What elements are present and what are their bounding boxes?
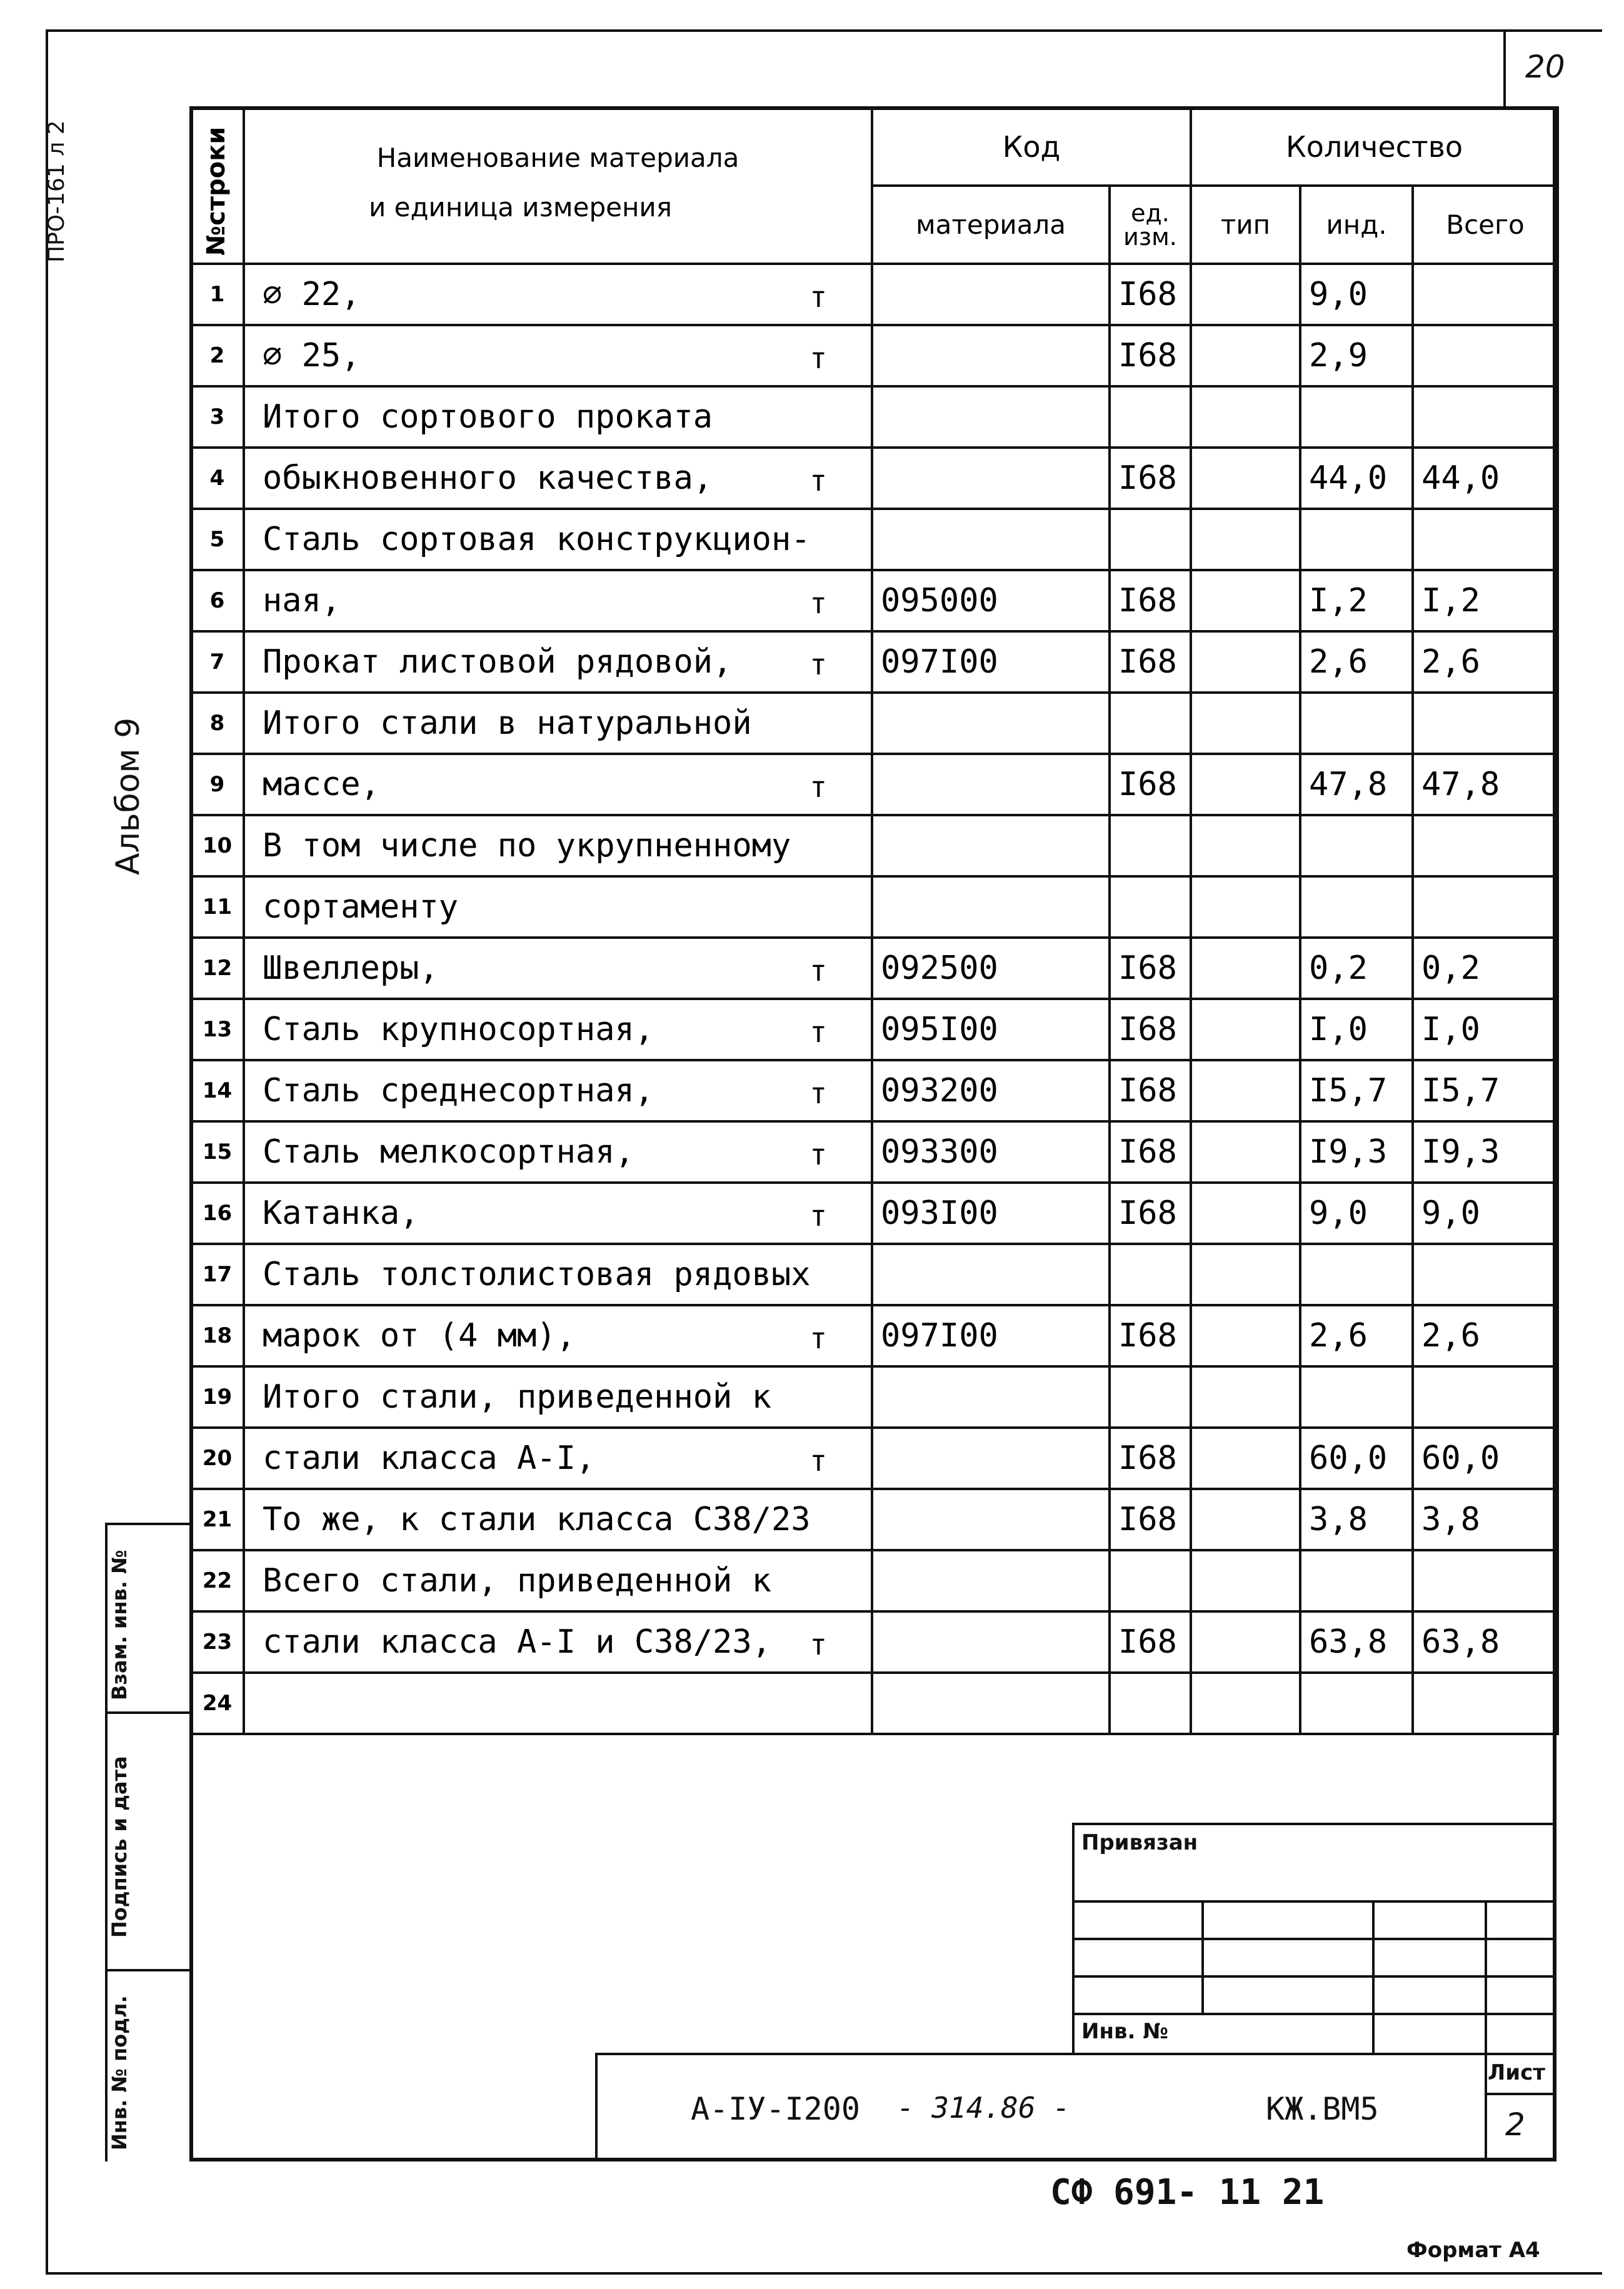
table-row	[191, 1305, 1558, 1366]
material-code: 095000	[872, 570, 1110, 631]
row-number: 14	[191, 1060, 244, 1121]
qty-ind: 2,6	[1300, 631, 1413, 693]
table-row	[191, 1121, 1558, 1183]
row-number: 20	[191, 1428, 244, 1489]
qty-type	[1191, 999, 1300, 1060]
unit-label: т	[809, 1321, 827, 1355]
inv-no-label: Инв. №	[1081, 2019, 1169, 2044]
material-code	[872, 1244, 1110, 1305]
table-row	[191, 938, 1558, 999]
table-row	[191, 1489, 1558, 1550]
doc-code-a: А-IУ-I200	[691, 2091, 860, 2127]
qty-type	[1191, 448, 1300, 509]
material-name-text: Сталь крупносортная,	[263, 1011, 654, 1048]
material-name-text: ⌀ 25,	[263, 337, 361, 374]
row-number: 12	[191, 938, 244, 999]
row-number: 16	[191, 1183, 244, 1244]
qty-total	[1413, 1673, 1558, 1734]
qty-ind: 9,0	[1300, 264, 1413, 325]
row-number: 17	[191, 1244, 244, 1305]
table-row	[191, 325, 1558, 386]
unit-label: т	[809, 1628, 827, 1661]
unit-code: I68	[1110, 1121, 1191, 1183]
row-number: 18	[191, 1305, 244, 1366]
qty-ind: 63,8	[1300, 1611, 1413, 1673]
row-number: 5	[191, 509, 244, 570]
qty-total: 44,0	[1413, 448, 1558, 509]
privyazan-line1	[1072, 1900, 1556, 1903]
qty-ind: 3,8	[1300, 1489, 1413, 1550]
unit-code	[1110, 1673, 1191, 1734]
table-row	[191, 693, 1558, 754]
unit-label: т	[809, 770, 827, 804]
title-list-divider	[1485, 2053, 1487, 2161]
material-name-text: Швеллеры,	[263, 949, 439, 987]
unit-code: I68	[1110, 1305, 1191, 1366]
unit-code: I68	[1110, 1428, 1191, 1489]
row-number: 8	[191, 693, 244, 754]
table-row	[191, 999, 1558, 1060]
material-name-text: массе,	[263, 766, 380, 803]
qty-ind	[1300, 815, 1413, 876]
qty-type	[1191, 876, 1300, 938]
qty-type	[1191, 1183, 1300, 1244]
material-code	[872, 1366, 1110, 1428]
row-number: 6	[191, 570, 244, 631]
qty-total: 60,0	[1413, 1428, 1558, 1489]
qty-ind: 0,2	[1300, 938, 1413, 999]
row-number: 23	[191, 1611, 244, 1673]
material-name-text: Сталь сортовая конструкцион-	[263, 521, 811, 558]
unit-code	[1110, 1550, 1191, 1611]
material-name	[244, 1183, 872, 1244]
table-row	[191, 264, 1558, 325]
unit-label: т	[809, 1076, 827, 1110]
top-right-divider	[1503, 29, 1506, 108]
unit-label: т	[809, 1444, 827, 1478]
title-list-line	[1485, 2093, 1556, 2095]
qty-type	[1191, 815, 1300, 876]
material-code	[872, 1673, 1110, 1734]
material-name	[244, 631, 872, 693]
qty-ind	[1300, 693, 1413, 754]
qty-total: 0,2	[1413, 938, 1558, 999]
qty-type	[1191, 1366, 1300, 1428]
qty-total	[1413, 325, 1558, 386]
unit-code: I68	[1110, 1611, 1191, 1673]
unit-label: т	[809, 954, 827, 988]
unit-label: т	[809, 648, 827, 681]
qty-type	[1191, 1305, 1300, 1366]
album-label: Альбом 9	[109, 717, 147, 875]
material-name-text: стали класса А-I,	[263, 1440, 596, 1477]
qty-total	[1413, 1366, 1558, 1428]
material-code	[872, 876, 1110, 938]
material-code	[872, 1550, 1110, 1611]
material-name	[244, 1673, 872, 1734]
qty-total: I9,3	[1413, 1121, 1558, 1183]
material-name-text: ная,	[263, 582, 341, 619]
table-row	[191, 815, 1558, 876]
qty-type	[1191, 1121, 1300, 1183]
material-name	[244, 815, 872, 876]
table-row	[191, 876, 1558, 938]
qty-type	[1191, 631, 1300, 693]
header-code-material: материала	[872, 186, 1110, 264]
table-row	[191, 1428, 1558, 1489]
page-number: 20	[1525, 49, 1565, 85]
qty-total: 2,6	[1413, 1305, 1558, 1366]
unit-code	[1110, 509, 1191, 570]
header-qty-total: Всего	[1413, 186, 1558, 264]
row-number: 3	[191, 386, 244, 448]
qty-type	[1191, 1489, 1300, 1550]
stamp-left-div1	[105, 1711, 192, 1714]
qty-total	[1413, 1550, 1558, 1611]
qty-type	[1191, 264, 1300, 325]
table-row	[191, 448, 1558, 509]
qty-total: 47,8	[1413, 754, 1558, 815]
qty-ind: 2,6	[1300, 1305, 1413, 1366]
qty-total	[1413, 264, 1558, 325]
unit-code: I68	[1110, 1489, 1191, 1550]
unit-code: I68	[1110, 448, 1191, 509]
header-qty-type: тип	[1191, 186, 1300, 264]
material-name-text: Итого стали, приведенной к	[263, 1378, 771, 1416]
qty-ind	[1300, 1366, 1413, 1428]
qty-total	[1413, 693, 1558, 754]
unit-code: I68	[1110, 325, 1191, 386]
material-name-text: обыкновенного качества,	[263, 459, 713, 497]
material-name	[244, 1611, 872, 1673]
material-name-text: Катанка,	[263, 1195, 419, 1232]
qty-type	[1191, 509, 1300, 570]
material-code: 095I00	[872, 999, 1110, 1060]
qty-total	[1413, 815, 1558, 876]
material-name	[244, 1489, 872, 1550]
list-number: 2	[1505, 2106, 1525, 2143]
header-qty-ind: инд.	[1300, 186, 1413, 264]
header-code: Код	[872, 108, 1191, 186]
material-code	[872, 386, 1110, 448]
privyazan-line4	[1072, 2013, 1556, 2015]
material-code	[872, 509, 1110, 570]
material-code	[872, 815, 1110, 876]
material-name-text: То же, к стали класса С38/23	[263, 1501, 811, 1538]
qty-ind: 44,0	[1300, 448, 1413, 509]
material-name-text: Сталь мелкосортная,	[263, 1133, 634, 1171]
unit-code	[1110, 1366, 1191, 1428]
material-name-text: Всего стали, приведенной к	[263, 1562, 771, 1600]
material-name	[244, 693, 872, 754]
qty-type	[1191, 325, 1300, 386]
qty-type	[1191, 1550, 1300, 1611]
qty-total: 2,6	[1413, 631, 1558, 693]
material-name-text: марок от (4 мм),	[263, 1317, 576, 1355]
unit-label: т	[809, 1199, 827, 1233]
material-name	[244, 1550, 872, 1611]
qty-total: 3,8	[1413, 1489, 1558, 1550]
unit-code: I68	[1110, 631, 1191, 693]
table-row	[191, 1244, 1558, 1305]
qty-type	[1191, 570, 1300, 631]
material-name-text: сортаменту	[263, 888, 459, 926]
row-number: 1	[191, 264, 244, 325]
material-name	[244, 325, 872, 386]
table-row	[191, 570, 1558, 631]
side-label: ПРО-161 л 2	[44, 120, 69, 263]
unit-code: I68	[1110, 264, 1191, 325]
material-name	[244, 876, 872, 938]
row-number: 11	[191, 876, 244, 938]
table-row	[191, 1060, 1558, 1121]
qty-type	[1191, 386, 1300, 448]
qty-type	[1191, 938, 1300, 999]
material-code: 093200	[872, 1060, 1110, 1121]
doc-code-b: - 314.86 -	[897, 2091, 1070, 2125]
privyazan-col1	[1201, 1900, 1204, 2013]
material-name-text: Сталь среднесортная,	[263, 1072, 654, 1109]
material-name-text: стали класса А-I и С38/23,	[263, 1623, 771, 1661]
qty-total	[1413, 876, 1558, 938]
table-row	[191, 1611, 1558, 1673]
material-code: 097I00	[872, 631, 1110, 693]
material-code	[872, 1611, 1110, 1673]
privyazan-line2	[1072, 1938, 1556, 1940]
material-code: 097I00	[872, 1305, 1110, 1366]
unit-label: т	[809, 1138, 827, 1171]
table-row	[191, 509, 1558, 570]
unit-code: I68	[1110, 938, 1191, 999]
table-row	[191, 1183, 1558, 1244]
material-name-text: Итого стали в натуральной	[263, 704, 752, 742]
material-name	[244, 570, 872, 631]
material-name	[244, 509, 872, 570]
stamp-inv-podl: Инв. № подл.	[108, 1995, 131, 2150]
material-code	[872, 1489, 1110, 1550]
material-name	[244, 1366, 872, 1428]
material-name	[244, 448, 872, 509]
row-number: 15	[191, 1121, 244, 1183]
row-number: 7	[191, 631, 244, 693]
unit-code: I68	[1110, 999, 1191, 1060]
material-name	[244, 1428, 872, 1489]
material-name	[244, 1305, 872, 1366]
qty-type	[1191, 1428, 1300, 1489]
material-table	[189, 106, 1559, 1735]
material-code: 093I00	[872, 1183, 1110, 1244]
stamp-left-top	[105, 1523, 192, 1525]
qty-type	[1191, 1060, 1300, 1121]
qty-type	[1191, 754, 1300, 815]
material-name	[244, 1121, 872, 1183]
table-row	[191, 754, 1558, 815]
material-name-text: В том числе по укрупненному	[263, 827, 791, 864]
qty-ind: 47,8	[1300, 754, 1413, 815]
qty-total: I5,7	[1413, 1060, 1558, 1121]
material-name	[244, 386, 872, 448]
qty-total: 63,8	[1413, 1611, 1558, 1673]
material-code	[872, 325, 1110, 386]
qty-total	[1413, 386, 1558, 448]
privyazan-col3	[1485, 1900, 1487, 2055]
material-code	[872, 264, 1110, 325]
qty-ind	[1300, 1244, 1413, 1305]
row-number: 2	[191, 325, 244, 386]
unit-code	[1110, 815, 1191, 876]
table-row	[191, 1673, 1558, 1734]
material-code	[872, 1428, 1110, 1489]
qty-total: 9,0	[1413, 1183, 1558, 1244]
unit-code	[1110, 386, 1191, 448]
doc-mark: КЖ.ВМ5	[1266, 2091, 1379, 2127]
unit-code	[1110, 693, 1191, 754]
unit-code: I68	[1110, 1060, 1191, 1121]
qty-type	[1191, 1611, 1300, 1673]
format-label: Формат А4	[1406, 2238, 1540, 2263]
row-number: 22	[191, 1550, 244, 1611]
qty-ind	[1300, 1550, 1413, 1611]
material-code	[872, 754, 1110, 815]
material-code: 093300	[872, 1121, 1110, 1183]
material-name	[244, 264, 872, 325]
header-name: Наименование материала и единица измерения	[244, 108, 872, 264]
qty-type	[1191, 1673, 1300, 1734]
material-name-text: Итого сортового проката	[263, 398, 713, 436]
privyazan-col2	[1372, 1900, 1375, 2055]
row-number: 10	[191, 815, 244, 876]
qty-ind: I9,3	[1300, 1121, 1413, 1183]
qty-ind: 2,9	[1300, 325, 1413, 386]
unit-code: I68	[1110, 754, 1191, 815]
stamp-left-div2	[105, 1969, 192, 1971]
material-name	[244, 1244, 872, 1305]
qty-total	[1413, 509, 1558, 570]
unit-code: I68	[1110, 1183, 1191, 1244]
qty-ind	[1300, 1673, 1413, 1734]
unit-label: т	[809, 341, 827, 375]
stamp-podpis: Подпись и дата	[108, 1756, 131, 1938]
row-number: 9	[191, 754, 244, 815]
row-number: 4	[191, 448, 244, 509]
row-number: 13	[191, 999, 244, 1060]
unit-label: т	[809, 1015, 827, 1049]
unit-label: т	[809, 464, 827, 498]
material-code	[872, 693, 1110, 754]
material-name	[244, 999, 872, 1060]
qty-ind	[1300, 509, 1413, 570]
unit-code: I68	[1110, 570, 1191, 631]
unit-code	[1110, 876, 1191, 938]
material-name-text: Прокат листовой рядовой,	[263, 643, 733, 681]
header-qty: Количество	[1191, 108, 1558, 186]
list-label: Лист	[1488, 2060, 1545, 2085]
qty-ind	[1300, 386, 1413, 448]
material-name	[244, 938, 872, 999]
qty-ind: I,2	[1300, 570, 1413, 631]
privyazan-line3	[1072, 1975, 1556, 1978]
material-name	[244, 754, 872, 815]
material-name-text: Сталь толстолистовая рядовых	[263, 1256, 811, 1293]
table-row	[191, 386, 1558, 448]
material-code: 092500	[872, 938, 1110, 999]
table-row	[191, 631, 1558, 693]
row-number: 19	[191, 1366, 244, 1428]
qty-ind: 9,0	[1300, 1183, 1413, 1244]
material-name-text: ⌀ 22,	[263, 276, 361, 313]
qty-total: I,2	[1413, 570, 1558, 631]
unit-code	[1110, 1244, 1191, 1305]
table-row	[191, 1550, 1558, 1611]
qty-total: I,0	[1413, 999, 1558, 1060]
unit-label: т	[809, 280, 827, 314]
row-number: 24	[191, 1673, 244, 1734]
material-code	[872, 448, 1110, 509]
qty-ind: I,0	[1300, 999, 1413, 1060]
table-row	[191, 1366, 1558, 1428]
header-code-unit: ед. изм.	[1110, 186, 1191, 264]
qty-ind: I5,7	[1300, 1060, 1413, 1121]
handwritten-code: СФ 691- 11 21	[1050, 2172, 1325, 2213]
qty-total	[1413, 1244, 1558, 1305]
stamp-vzam: Взам. инв. №	[108, 1550, 131, 1700]
header-row-no: №строки	[191, 108, 244, 264]
unit-label: т	[809, 586, 827, 620]
qty-ind	[1300, 876, 1413, 938]
row-number: 21	[191, 1489, 244, 1550]
qty-type	[1191, 1244, 1300, 1305]
qty-ind: 60,0	[1300, 1428, 1413, 1489]
material-name	[244, 1060, 872, 1121]
qty-type	[1191, 693, 1300, 754]
privyazan-label: Привязан	[1081, 1830, 1198, 1855]
